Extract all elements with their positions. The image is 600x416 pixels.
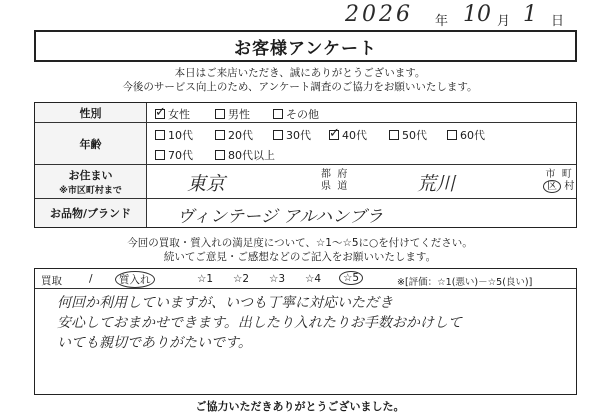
satisfaction-instructions: [0, 236, 600, 264]
option-label: 50代: [402, 129, 427, 142]
date-day: 1: [523, 2, 537, 27]
intro-line: 本日はご来店いただき、誠にありがとうございます。: [174, 67, 426, 79]
type-buy[interactable]: 買取: [41, 275, 62, 287]
option-label: その他: [286, 108, 319, 121]
star-1[interactable]: ☆1: [197, 273, 214, 285]
option-label: 60代: [460, 129, 485, 142]
age-row: [35, 123, 576, 165]
pref-unit: 府: [337, 169, 348, 180]
gender-option-other[interactable]: [273, 106, 319, 122]
item-row: [35, 199, 576, 227]
age-option[interactable]: [215, 147, 275, 163]
residence-label: [35, 165, 147, 198]
option-label: 男性: [228, 108, 250, 121]
pref-unit: 道: [337, 181, 348, 192]
comment-text[interactable]: [57, 293, 566, 353]
age-label: 年齢: [35, 123, 147, 164]
comment-line: 安心しておまかせできます。出したり入れたりお手数おかけして: [57, 315, 462, 331]
pref-unit: 都: [321, 169, 331, 180]
checkbox-icon[interactable]: [273, 109, 283, 119]
age-option[interactable]: [447, 127, 485, 143]
date-year-unit: 年: [435, 14, 449, 29]
option-label: 30代: [286, 129, 311, 142]
star-3[interactable]: ☆3: [269, 273, 286, 285]
type-pawn-selected[interactable]: 質入れ: [115, 271, 155, 288]
star-5-selected[interactable]: ☆5: [339, 271, 363, 285]
instruction-line: 今回の買取・質入れの満足度について、☆1～☆5に○を付けてください。: [127, 237, 473, 249]
age-option-selected[interactable]: [329, 127, 367, 143]
option-label: 20代: [228, 129, 253, 142]
gender-option-female[interactable]: [155, 106, 190, 122]
gender-row: [35, 103, 576, 123]
survey-form: [34, 102, 577, 228]
city-unit: 村: [564, 181, 575, 192]
date-month: 10: [463, 2, 491, 27]
option-label: 70代: [168, 149, 193, 162]
satisfaction-header: [35, 269, 576, 289]
city-unit: 市: [545, 169, 556, 180]
city-unit: 町: [561, 169, 572, 180]
title-box: [34, 30, 577, 62]
option-label: 40代: [342, 129, 367, 142]
survey-date: [345, 2, 585, 30]
pref-units: [321, 169, 347, 193]
age-option[interactable]: [155, 127, 193, 143]
satisfaction-box: [34, 268, 577, 395]
date-day-unit: 日: [551, 14, 565, 29]
residence-label-text: お住まい: [68, 169, 113, 182]
age-option[interactable]: [155, 147, 193, 163]
footer-thanks: ご協力いただきありがとうございました。: [195, 400, 405, 413]
option-label: 女性: [168, 108, 190, 121]
star-2[interactable]: ☆2: [233, 273, 250, 285]
checkbox-icon[interactable]: [215, 109, 225, 119]
checkbox-icon[interactable]: [273, 130, 283, 140]
checkbox-icon[interactable]: [389, 130, 399, 140]
checkbox-icon[interactable]: [447, 130, 457, 140]
city-units: [543, 169, 574, 193]
option-label: 80代以上: [228, 149, 275, 162]
age-option[interactable]: [215, 127, 253, 143]
checkbox-checked-icon[interactable]: [155, 109, 165, 119]
age-option[interactable]: [389, 127, 427, 143]
comment-line: 何回か利用していますが、いつも丁寧に対応いただき: [57, 295, 393, 311]
star-4[interactable]: ☆4: [305, 273, 322, 285]
checkbox-icon[interactable]: [155, 150, 165, 160]
comment-line: いても親切でありがたいです。: [57, 335, 252, 351]
residence-row: [35, 165, 576, 199]
option-label: 10代: [168, 129, 193, 142]
gender-label: 性別: [35, 103, 147, 122]
pref-unit: 県: [321, 181, 331, 192]
rating-scale: ※[評価：☆1(悪い)－☆5(良い)]: [397, 277, 533, 288]
date-year: 2026: [345, 2, 413, 27]
instruction-line: 続いてご意見・ご感想などのご記入をお願いいたします。: [163, 251, 437, 263]
age-option[interactable]: [273, 127, 311, 143]
intro-text: [0, 66, 600, 94]
prefecture-value: 東京: [187, 173, 226, 195]
date-month-unit: 月: [497, 14, 511, 29]
checkbox-checked-icon[interactable]: [329, 130, 339, 140]
city-unit-selected: 区: [543, 180, 561, 193]
gender-option-male[interactable]: [215, 106, 250, 122]
page-title: お客様アンケート: [234, 38, 377, 59]
checkbox-icon[interactable]: [215, 150, 225, 160]
residence-sublabel: ※市区町村まで: [59, 186, 122, 196]
checkbox-icon[interactable]: [215, 130, 225, 140]
checkbox-icon[interactable]: [155, 130, 165, 140]
item-value: ヴィンテージ アルハンブラ: [177, 207, 384, 227]
type-separator: /: [89, 273, 93, 285]
city-value: 荒川: [417, 173, 456, 195]
intro-line: 今後のサービス向上のため、アンケート調査のご協力をお願いいたします。: [122, 81, 478, 93]
item-label: お品物/ブランド: [35, 199, 147, 227]
